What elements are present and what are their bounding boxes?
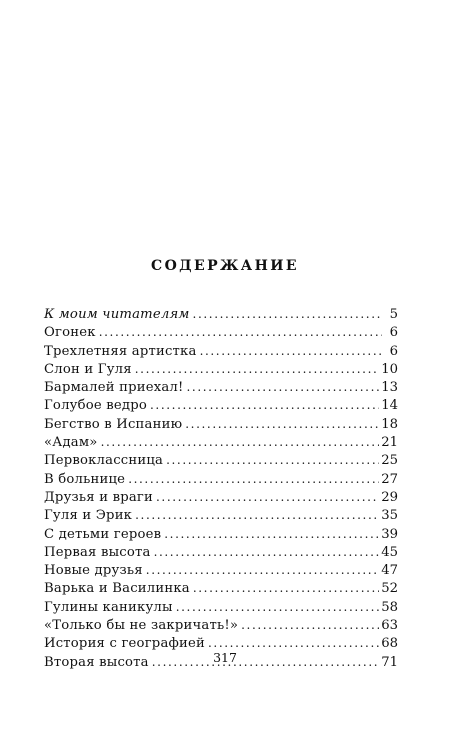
toc-entry xyxy=(44,598,398,616)
toc-entry-page: 13 xyxy=(381,380,398,396)
toc-entry xyxy=(44,506,398,524)
toc-entry xyxy=(44,579,398,597)
toc-entry-title: Трехлетняя артистка xyxy=(44,343,197,359)
toc-entry-title: Друзья и враги xyxy=(44,489,154,505)
dot-leader xyxy=(176,598,380,616)
toc-entry xyxy=(44,360,398,378)
toc-entry xyxy=(44,396,398,414)
toc-entry-page: 5 xyxy=(389,307,398,322)
toc-entry-title: К моим читателям xyxy=(44,307,190,322)
dot-leader xyxy=(99,323,382,341)
dot-leader xyxy=(193,305,382,323)
toc-list xyxy=(44,305,398,671)
toc-entry xyxy=(44,616,398,634)
dot-leader xyxy=(154,543,380,561)
toc-entry xyxy=(44,451,398,469)
dot-leader xyxy=(101,433,380,451)
toc-entry xyxy=(44,323,398,341)
dot-leader xyxy=(150,396,379,414)
toc-entry xyxy=(44,470,398,488)
dot-leader xyxy=(241,616,379,634)
toc-entry-page: 71 xyxy=(381,654,398,670)
toc-entry-page: 47 xyxy=(381,563,398,579)
toc-entry-page: 14 xyxy=(381,398,398,414)
toc-heading: СОДЕРЖАНИЕ xyxy=(151,258,299,274)
dot-leader xyxy=(185,415,379,433)
toc-entry-title: Бармалей приехал! xyxy=(44,380,184,396)
toc-entry-page: 10 xyxy=(381,361,398,377)
dot-leader xyxy=(156,488,379,506)
toc-entry-title: Гулины каникулы xyxy=(44,599,173,615)
dot-leader xyxy=(186,378,379,396)
toc-entry xyxy=(44,488,398,506)
toc-entry-title: Первоклассница xyxy=(44,453,164,469)
toc-entry-title: Слон и Гуля xyxy=(44,361,132,377)
toc-entry-title: В больнице xyxy=(44,471,126,487)
toc-entry-title: «Адам» xyxy=(44,435,98,451)
toc-entry-title: Гуля и Эрик xyxy=(44,508,133,524)
page-number: 317 xyxy=(213,650,237,665)
dot-leader xyxy=(128,470,379,488)
toc-entry-title: Первая высота xyxy=(44,544,151,560)
toc-entry xyxy=(44,342,398,360)
toc-entry-page: 29 xyxy=(381,489,398,505)
dot-leader xyxy=(135,506,379,524)
toc-entry-title: История с географией xyxy=(44,636,206,652)
dot-leader xyxy=(135,360,379,378)
toc-entry-page: 45 xyxy=(381,544,398,560)
toc-entry-page: 58 xyxy=(381,599,398,615)
toc-entry xyxy=(44,525,398,543)
toc-entry-title: Варька и Василинка xyxy=(44,581,190,597)
toc-entry-page: 6 xyxy=(389,343,398,359)
toc-entry-page: 39 xyxy=(381,526,398,542)
dot-leader xyxy=(193,579,379,597)
toc-entry xyxy=(44,415,398,433)
toc-entry-page: 25 xyxy=(381,453,398,469)
toc-entry xyxy=(44,561,398,579)
toc-entry-title: Огонек xyxy=(44,325,96,341)
toc-entry xyxy=(44,305,398,323)
dot-leader xyxy=(164,525,379,543)
toc-entry-page: 63 xyxy=(381,618,398,634)
toc-entry-title: Вторая высота xyxy=(44,654,149,670)
toc-entry-page: 68 xyxy=(381,636,398,652)
toc-entry-page: 52 xyxy=(381,581,398,597)
toc-entry-page: 35 xyxy=(381,508,398,524)
toc-entry xyxy=(44,433,398,451)
toc-entry xyxy=(44,543,398,561)
toc-entry-page: 27 xyxy=(381,471,398,487)
toc-entry-title: «Только бы не закричать!» xyxy=(44,618,239,634)
toc-entry-page: 21 xyxy=(381,435,398,451)
toc-entry-title: Бегство в Испанию xyxy=(44,416,183,432)
toc-entry xyxy=(44,378,398,396)
toc-entry-title: Голубое ведро xyxy=(44,398,148,414)
toc-entry-title: С детьми героев xyxy=(44,526,162,542)
dot-leader xyxy=(200,342,382,360)
dot-leader xyxy=(146,561,379,579)
dot-leader xyxy=(166,451,379,469)
toc-entry-page: 18 xyxy=(381,416,398,432)
toc-entry-title: Новые друзья xyxy=(44,563,143,579)
toc-entry-page: 6 xyxy=(389,325,398,341)
